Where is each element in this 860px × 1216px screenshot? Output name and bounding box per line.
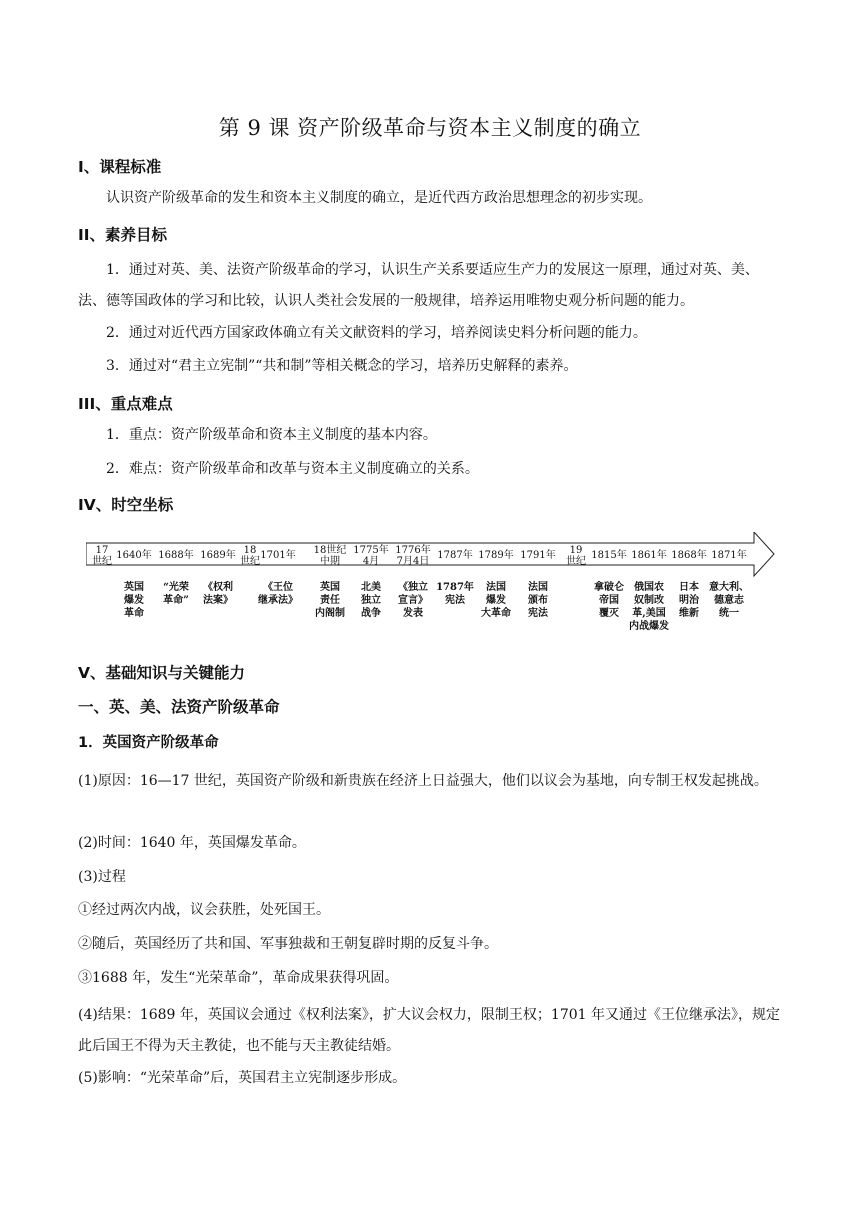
para-process-3: ③1688 年，发生“光荣革命”，革命成果获得巩固。 — [78, 970, 399, 986]
timeline-event-label: 1787年宪法 — [436, 582, 474, 606]
timeline-event-label: “光荣革命” — [163, 582, 189, 606]
timeline-year-label: 1701年 — [260, 550, 296, 561]
timeline-year-label: 18世纪中期 — [313, 545, 347, 567]
timeline-year-label: 1871年 — [711, 550, 747, 561]
para-process: (3)过程 — [78, 869, 126, 885]
timeline-event-label: 意大利、德意志统一 — [709, 582, 749, 619]
key-point-2: 2．难点：资产阶级革命和改革与资本主义制度确立的关系。 — [106, 461, 479, 477]
heading-literacy-goals: II、素养目标 — [78, 226, 168, 244]
timeline-event-label: 《王位继承法》 — [258, 582, 298, 606]
timeline-event-label: 俄国农奴制改革,美国内战爆发 — [629, 582, 669, 632]
heading-course-standard: I、课程标准 — [78, 158, 162, 176]
timeline-event-label: 北美独立战争 — [361, 582, 381, 619]
timeline-year-label: 1815年 — [591, 550, 627, 561]
heading-english-revolution: 1．英国资产阶级革命 — [78, 735, 219, 751]
timeline-event-label: 英国责任内阁制 — [315, 582, 345, 619]
timeline-event-label: 英国爆发革命 — [124, 582, 144, 619]
timeline-year-label: 1787年 — [437, 550, 473, 561]
history-timeline — [86, 532, 776, 654]
timeline-event-label: 《独立宣言》发表 — [398, 582, 428, 619]
timeline-year-label: 1868年 — [671, 550, 707, 561]
para-process-1: ①经过两次内战，议会获胜，处死国王。 — [78, 902, 330, 918]
timeline-year-label: 18 世纪 — [240, 545, 260, 567]
goal-item-3: 3．通过对“君主立宪制”“共和制”等相关概念的学习，培养历史解释的素养。 — [106, 358, 578, 374]
timeline-event-label: 法国爆发大革命 — [481, 582, 511, 619]
timeline-year-label: 1789年 — [478, 550, 514, 561]
timeline-year-label: 1775年 4月 — [353, 545, 389, 567]
para-time: (2)时间：1640 年，英国爆发革命。 — [78, 835, 306, 851]
timeline-year-label: 1689年 — [200, 550, 236, 561]
timeline-event-label: 拿破仑帝国覆灭 — [594, 582, 624, 619]
course-standard-text: 认识资产阶级革命的发生和资本主义制度的确立，是近代西方政治思想理念的初步实现。 — [106, 190, 652, 206]
goal-item-1: 1．通过对英、美、法资产阶级革命的学习，认识生产关系要适应生产力的发展这一原理，通过对英、美、法、德等国政体的学习和比较，认识人类社会发展的一般规律，培养运用唯物史观分析问题的能力。 — [78, 262, 759, 309]
heading-timeline: IV、时空坐标 — [78, 496, 174, 514]
para-result: (4)结果：1689 年，英国议会通过《权利法案》，扩大议会权力，限制王权；1701 年又通过《王位继承法》，规定此后国王不得为天主教徒，也不能与天主教徒结婚。 — [78, 1007, 780, 1054]
para-cause: (1)原因：16—17 世纪，英国资产阶级和新贵族在经济上日益强大，他们以议会为基地，向专制王权发起挑战。 — [78, 773, 768, 789]
goal-item-2: 2．通过对近代西方国家政体确立有关文献资料的学习，培养阅读史料分析问题的能力。 — [106, 325, 647, 341]
heading-key-points: III、重点难点 — [78, 395, 173, 413]
timeline-year-label: 1776年 7月4日 — [395, 545, 431, 567]
timeline-event-label: 《权利法案》 — [203, 582, 233, 606]
para-impact: (5)影响：“光荣革命”后，英国君主立宪制逐步形成。 — [78, 1070, 407, 1086]
key-point-1: 1．重点：资产阶级革命和资本主义制度的基本内容。 — [106, 427, 437, 443]
timeline-year-label: 1688年 — [158, 550, 194, 561]
para-process-2: ②随后，英国经历了共和国、军事独裁和王朝复辟时期的反复斗争。 — [78, 936, 498, 952]
timeline-year-label: 1791年 — [520, 550, 556, 561]
timeline-year-label: 17 世纪 — [92, 545, 112, 567]
timeline-event-label: 法国颁布宪法 — [528, 582, 548, 619]
heading-basics: V、基础知识与关键能力 — [78, 664, 245, 682]
timeline-year-label: 19 世纪 — [566, 545, 586, 567]
timeline-event-label: 日本明治维新 — [679, 582, 699, 619]
timeline-year-label: 1640年 — [116, 550, 152, 561]
page-title: 第 9 课 资产阶级革命与资本主义制度的确立 — [218, 116, 642, 140]
heading-revolutions: 一、英、美、法资产阶级革命 — [78, 698, 280, 716]
timeline-year-label: 1861年 — [631, 550, 667, 561]
